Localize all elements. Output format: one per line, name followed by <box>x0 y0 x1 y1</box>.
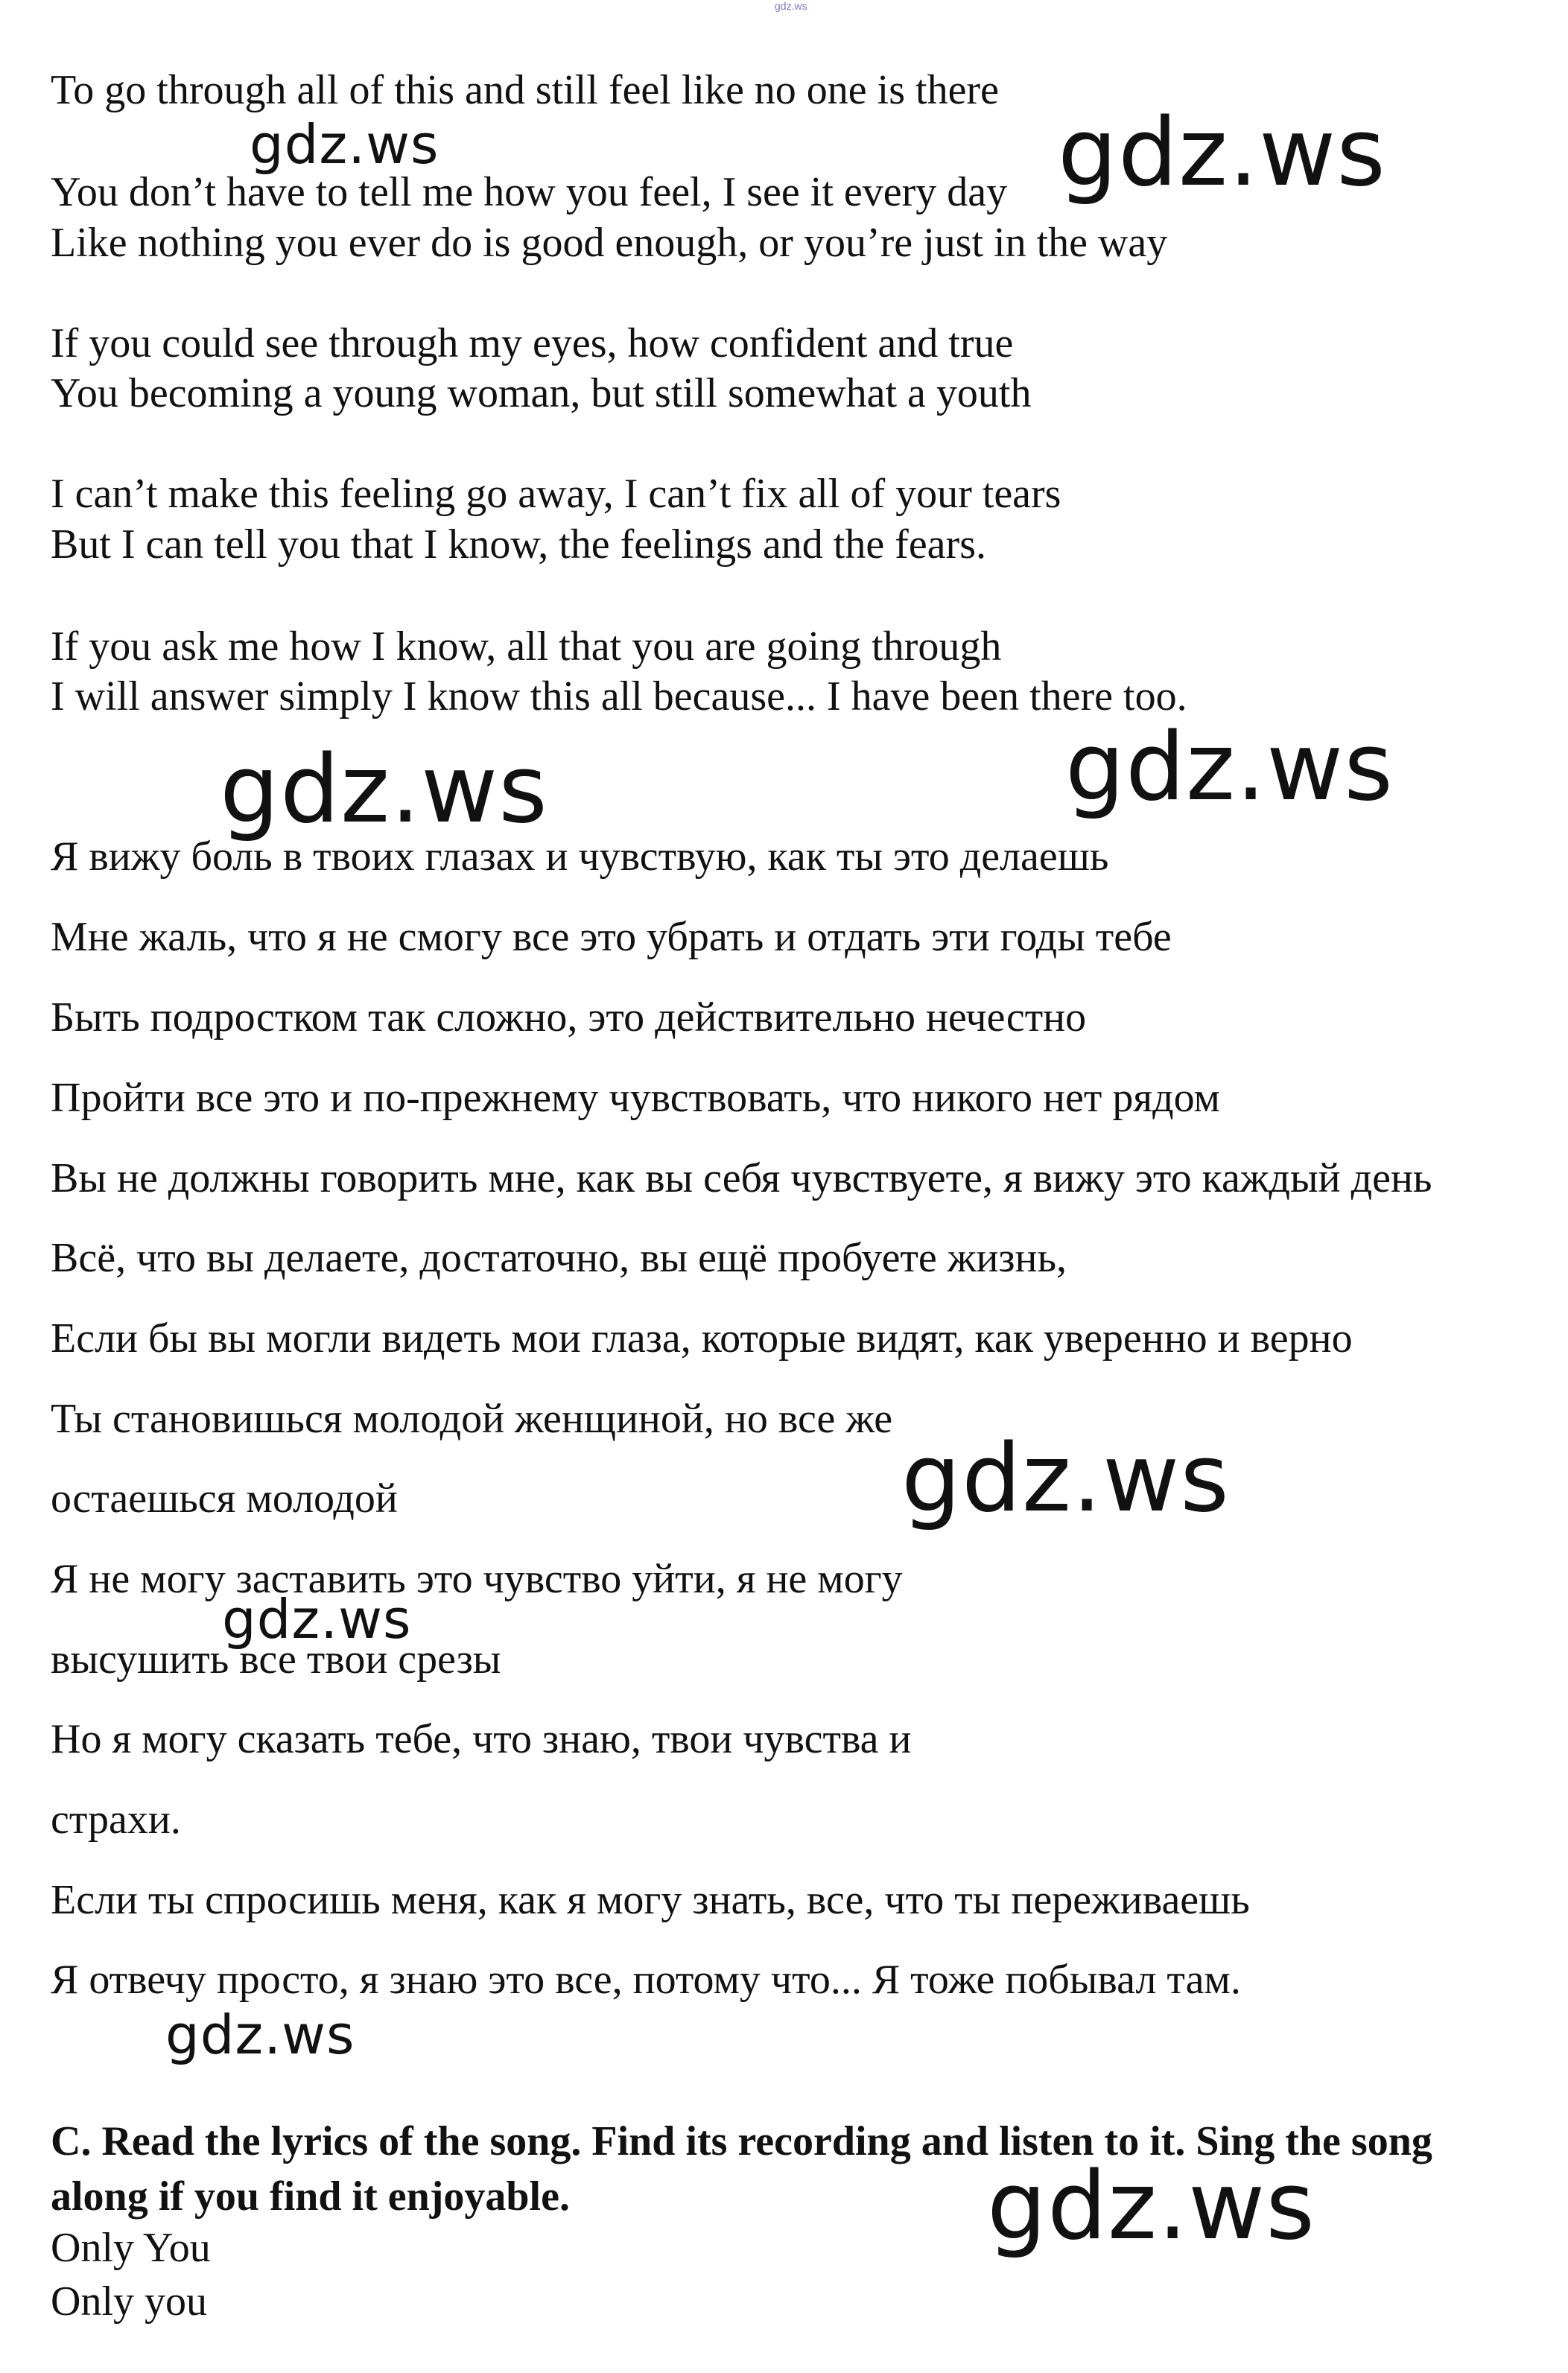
watermark-logo: gdz.ws <box>220 734 548 844</box>
lyric-line-en: To go through all of this and still feel like no one is there <box>51 67 999 113</box>
lyric-line-en: I can’t make this feeling go away, I can’t fix all of your tears <box>51 471 1061 517</box>
translation-line-ru: Всё, что вы делаете, достаточно, вы ещё пробуете жизнь, <box>51 1235 1067 1281</box>
translation-line-ru: Пройти все это и по-прежнему чувствовать, что никого нет рядом <box>51 1075 1220 1121</box>
translation-line-ru: Мне жаль, что я не смогу все это убрать и отдать эти годы тебе <box>51 914 1172 960</box>
translation-line-ru: Ты становишься молодой женщиной, но все же <box>51 1396 893 1442</box>
translation-line-ru: Я не могу заставить это чувство уйти, я не могу <box>51 1556 903 1602</box>
lyric-line-en: If you could see through my eyes, how confident and true <box>51 320 1014 366</box>
song-title: Only You <box>51 2225 211 2271</box>
song-first-line: Only you <box>51 2278 207 2325</box>
watermark-logo: gdz.ws <box>222 1588 412 1651</box>
watermark-logo: gdz.ws <box>901 1423 1230 1533</box>
watermark-logo: gdz.ws <box>250 113 439 176</box>
lyric-line-en: You becoming a young woman, but still somewhat a youth <box>51 370 1032 416</box>
lyric-line-en: I will answer simply I know this all because... I have been there too. <box>51 673 1187 719</box>
lyric-line-en: Like nothing you ever do is good enough, or you’re just in the way <box>51 220 1168 266</box>
lyric-line-en: You don’t have to tell me how you feel, I see it every day <box>51 169 1008 215</box>
translation-line-ru: высушить все твои срезы <box>51 1636 501 1683</box>
translation-line-ru: Если ты спросишь меня, как я могу знать, все, что ты переживаешь <box>51 1877 1250 1923</box>
watermark-logo: gdz.ws <box>1058 98 1386 207</box>
translation-line-ru: страхи. <box>51 1797 181 1843</box>
translation-line-ru: Вы не должны говорить мне, как вы себя чувствуете, я вижу это каждый день <box>51 1155 1432 1201</box>
translation-line-ru: Быть подростком так сложно, это действительно нечестно <box>51 994 1087 1041</box>
lyric-line-en: If you ask me how I know, all that you are going through <box>51 623 1002 670</box>
lyric-line-en: But I can tell you that I know, the feelings and the fears. <box>51 521 986 568</box>
watermark-logo: gdz.ws <box>1065 712 1394 822</box>
watermark-logo: gdz.ws <box>987 2151 1315 2261</box>
watermark-logo: gdz.ws <box>165 2004 355 2066</box>
task-c-instruction: C. Read the lyrics of the song. Find its recording and listen to it. Sing the song along if you find it enjoyable. <box>51 2118 1432 2220</box>
translation-line-ru: Я отвечу просто, я знаю это все, потому что... Я тоже побывал там. <box>51 1957 1241 2003</box>
translation-line-ru: Если бы вы могли видеть мои глаза, которые видят, как уверенно и верно <box>51 1315 1353 1362</box>
top-site-mark: gdz.ws <box>775 0 807 12</box>
translation-line-ru: Я вижу боль в твоих глазах и чувствую, как ты это делаешь <box>51 833 1109 880</box>
translation-line-ru: Но я могу сказать тебе, что знаю, твои чувства и <box>51 1716 912 1762</box>
translation-line-ru: остаешься молодой <box>51 1475 398 1522</box>
